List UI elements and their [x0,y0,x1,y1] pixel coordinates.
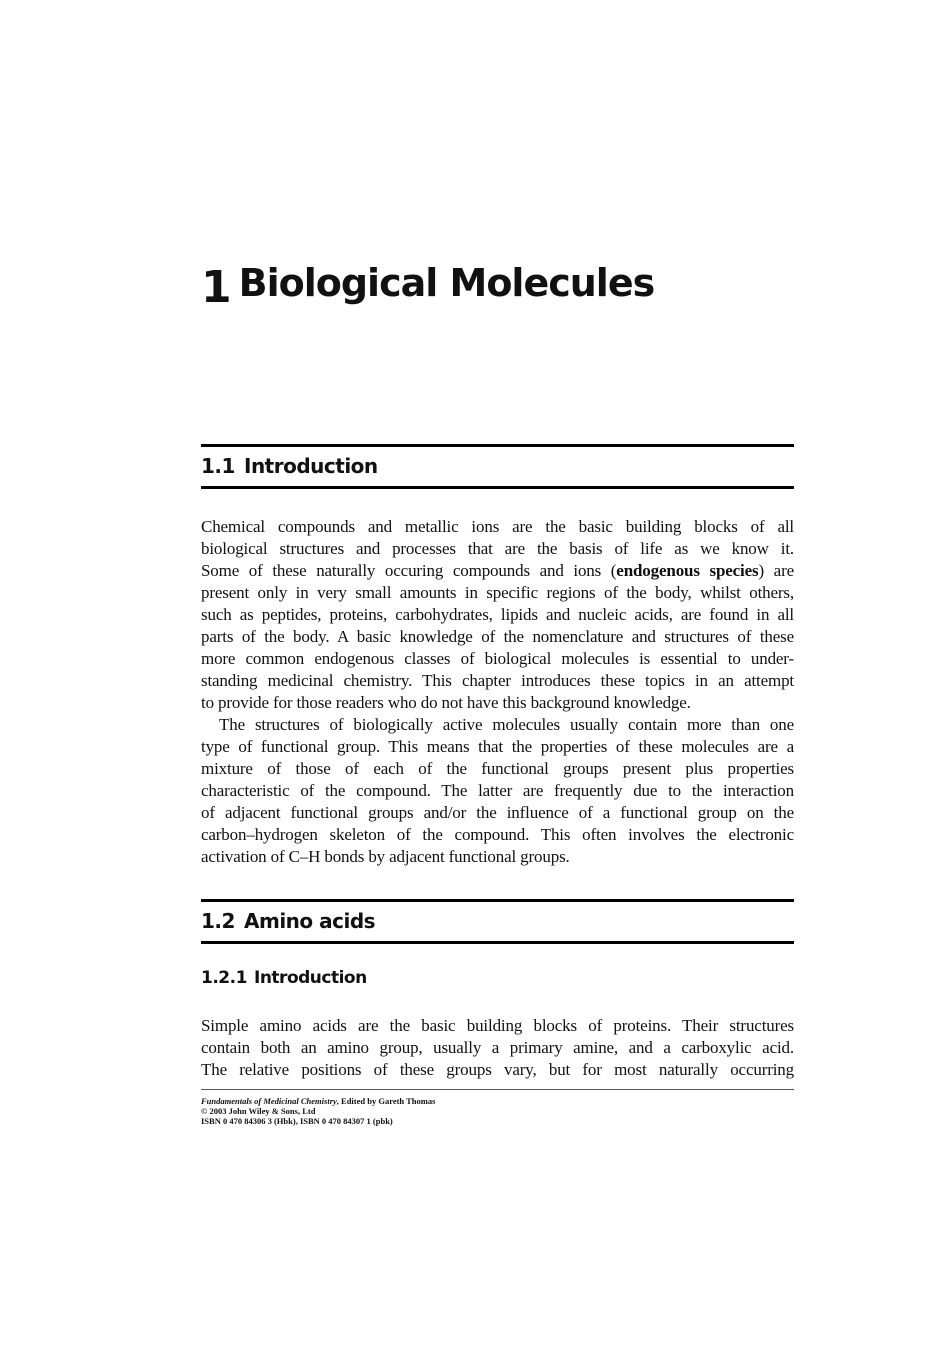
text-line: type of functional group. This means that the properties of these molecules are a [201,737,794,756]
book-title: Fundamentals of Medicinal Chemistry [201,1096,337,1106]
section-title: Amino acids [244,909,376,933]
chapter-title-text: Biological Molecules [238,261,655,305]
section-number: 1.1 [201,454,235,478]
section-title: Introduction [244,454,378,478]
copyright-line: © 2003 John Wiley & Sons, Ltd [201,1106,316,1116]
text-line: contain both an amino group, usually a primary amine, and a carboxylic acid. [201,1038,794,1057]
text-line: activation of C–H bonds by adjacent functional groups. [201,847,570,866]
text-line: such as peptides, proteins, carbohydrates, lipids and nucleic acids, are found in all [201,605,794,624]
text-line: Some of these naturally occuring compounds and ions (endogenous species) are [201,561,794,580]
subsection-number: 1.2.1 [201,968,247,988]
section-heading-amino-acids [201,899,794,944]
publication-footnote [201,1096,435,1126]
section-heading-introduction [201,444,794,489]
text-line: The relative positions of these groups vary, but for most naturally occurring [201,1060,794,1079]
text-line: Chemical compounds and metallic ions are the basic building blocks of all [201,517,794,536]
text-line: The structures of biologically active molecules usually contain more than one [219,715,794,734]
chapter-number: 1 [201,262,231,313]
text-line: parts of the body. A basic knowledge of the nomenclature and structures of these [201,627,794,646]
footnote-divider [201,1089,794,1090]
text-line: present only in very small amounts in specific regions of the body, whilst others, [201,583,794,602]
text-line: of adjacent functional groups and/or the influence of a functional group on the [201,803,794,822]
text-line: to provide for those readers who do not have this background knowledge. [201,693,691,712]
editor-credit: , Edited by Gareth Thomas [336,1096,436,1106]
intro-paragraph-2 [201,714,794,868]
subsection-title: Introduction [254,968,367,988]
text-line: mixture of those of each of the functional groups present plus properties [201,759,794,778]
text-line: carbon–hydrogen skeleton of the compound. This often involves the electronic [201,825,794,844]
subsection-heading [201,968,367,988]
book-page [201,0,794,1345]
intro-paragraph-1 [201,516,794,714]
section-number: 1.2 [201,909,235,933]
endogenous-species-term: endogenous species [616,561,759,580]
amino-acids-paragraph [201,1015,794,1081]
text-line: Simple amino acids are the basic building blocks of proteins. Their structures [201,1016,794,1035]
chapter-title [201,258,654,313]
text-line: standing medicinal chemistry. This chapter introduces these topics in an attempt [201,671,794,690]
text-line: biological structures and processes that are the basis of life as we know it. [201,539,794,558]
footnote-title-line [201,1096,435,1106]
isbn-line: ISBN 0 470 84306 3 (Hbk), ISBN 0 470 84307 1 (pbk) [201,1116,393,1126]
text-line: characteristic of the compound. The latter are frequently due to the interaction [201,781,794,800]
text-line: more common endogenous classes of biological molecules is essential to under- [201,649,794,668]
